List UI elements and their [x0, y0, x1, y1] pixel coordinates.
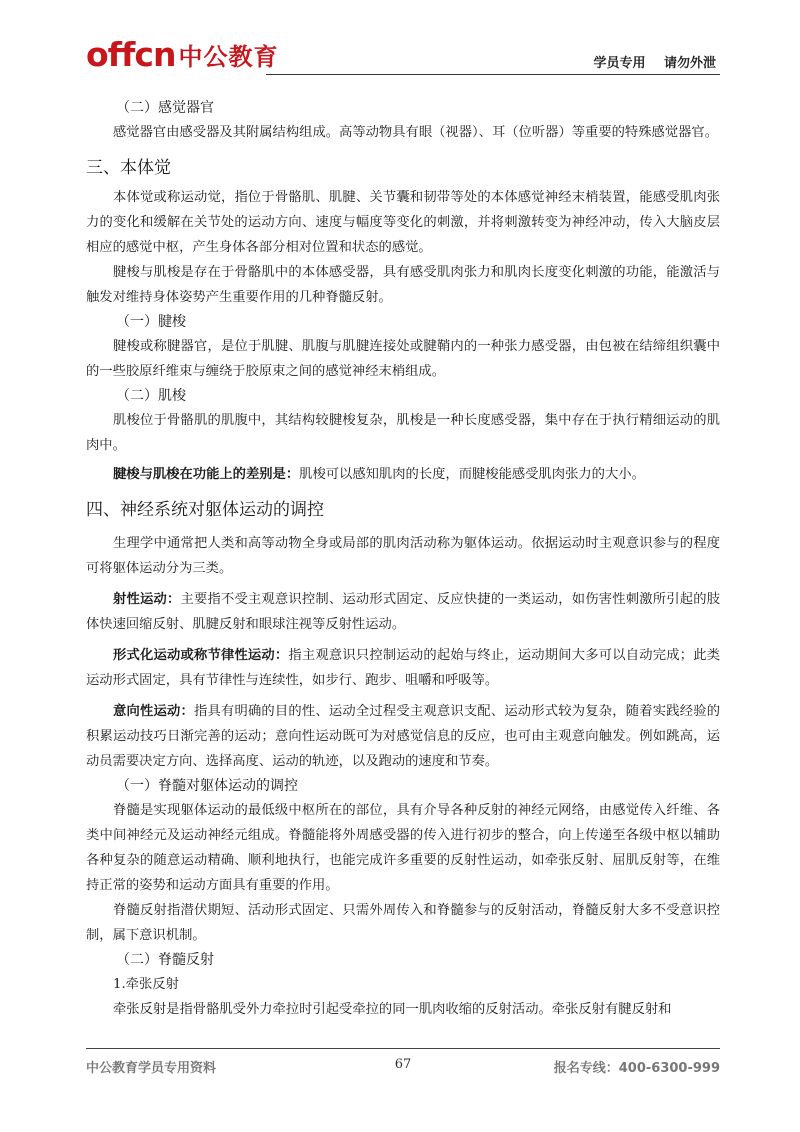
footer-material-label: 中公教育学员专用资料 [86, 1061, 217, 1076]
voluntary-movement-text: 指具有明确的目的性、运动全过程受主观意识支配、运动形式较为复杂，随着实践经验的积累运动技巧日渐完善的运动；意向性运动既可为对感觉信息的反应，也可由主观意向触发。例如跳高，运动员需要决定方向、选择高度、运动的轨迹，以及跑动的速度和节奏。 [86, 704, 721, 769]
logo-wordmark: offcn [86, 35, 176, 74]
paragraph-muscle-spindle: 肌梭位于骨骼肌的肌腹中，其结构较腱梭复杂，肌梭是一种长度感受器，集中存在于执行精细运动的肌肉中。 [86, 413, 720, 453]
item-stretch-reflex: 1.牵张反射 [113, 977, 179, 992]
offcn-logo [86, 36, 278, 74]
heading-spinal-reflex: （二）脊髓反射 [116, 952, 214, 968]
heading-spinal-control: （一）脊髓对躯体运动的调控 [116, 778, 298, 794]
voluntary-movement-label: 意向性运动： [113, 704, 194, 719]
difference-label: 腱梭与肌梭在功能上的差别是： [113, 467, 300, 482]
header-tag-student-only: 学员专用 [593, 56, 646, 71]
paragraph-tendon-organ: 腱梭或称腱器官，是位于肌腱、肌腹与肌腱连接处或腱鞘内的一种张力感受器，由包被在结缔组织囊中的一些胶原纤维束与缠绕于胶原束之间的感觉神经末梢组成。 [86, 339, 720, 379]
page-header [86, 36, 720, 78]
heading-muscle-spindle: （二）肌梭 [116, 388, 186, 404]
heading-proprioception: 三、本体觉 [86, 158, 171, 178]
paragraph-voluntary-movement [86, 699, 720, 774]
paragraph-difference [86, 462, 720, 487]
rhythmic-movement-label: 形式化运动或称节律性运动： [113, 648, 289, 663]
page-content [86, 96, 720, 1022]
paragraph-sense-organ: 感觉器官由感受器及其附属结构组成。高等动物具有眼（视器）、耳（位听器）等重要的特殊感觉器官。 [113, 125, 719, 140]
heading-sense-organ: （二）感觉器官 [116, 100, 214, 116]
heading-motor-control: 四、神经系统对躯体运动的调控 [86, 500, 324, 520]
paragraph-proprioception-def: 本体觉或称运动觉，指位于骨骼肌、肌腱、关节囊和韧带等处的本体感觉神经末梢装置，能感受肌肉张力的变化和缓解在关节处的运动方向、速度与幅度等变化的刺激，并将刺激转变为神经冲动，传入大脑皮层相应的感觉中枢，产生身体各部分相对位置和状态的感觉。 [86, 190, 720, 255]
footer-hotline: 报名专线：400-6300-999 [553, 1061, 720, 1076]
page-number: 67 [394, 1057, 412, 1072]
paragraph-spinal-reflex-def: 脊髓反射指潜伏期短、活动形式固定、只需外周传入和脊髓参与的反射活动，脊髓反射大多不受意识控制，属下意识机制。 [86, 903, 720, 943]
paragraph-rhythmic-movement [86, 643, 720, 693]
paragraph-spinal-cord: 脊髓是实现躯体运动的最低级中枢所在的部位，具有介导各种反射的神经元网络，由感觉传入纤维、各类中间神经元及运动神经元组成。脊髓能将外周感受器的传入进行初步的整合，向上传递至各级中枢以辅助各种复杂的随意运动精确、顺利地执行，也能完成许多重要的反射性运动，如牵张反射、屈肌反射等，在维持正常的姿势和运动方面具有重要的作用。 [86, 803, 720, 893]
header-rule [266, 74, 720, 75]
page-footer [86, 1048, 720, 1076]
paragraph-stretch-reflex: 牵张反射是指骨骼肌受外力牵拉时引起受牵拉的同一肌肉收缩的反射活动。牵张反射有腱反射和 [113, 1002, 672, 1017]
reflex-movement-text: 主要指不受主观意识控制、运动形式固定、反应快捷的一类运动，如伤害性刺激所引起的肢体快速回缩反射、肌腱反射和眼球注视等反射性运动。 [86, 592, 721, 632]
paragraph-proprioceptors: 腱梭与肌梭是存在于骨骼肌中的本体感受器，具有感受肌肉张力和肌肉长度变化刺激的功能，能激活与触发对维持身体姿势产生重要作用的几种脊髓反射。 [86, 265, 720, 305]
heading-tendon-organ: （一）腱梭 [116, 314, 186, 330]
header-tag-no-leak: 请勿外泄 [663, 56, 716, 71]
header-tags [593, 52, 716, 71]
reflex-movement-label: 射性运动： [113, 592, 181, 607]
paragraph-reflex-movement [86, 587, 720, 637]
difference-text: 肌梭可以感知肌肉的长度，而腱梭能感受肌肉张力的大小。 [299, 467, 645, 482]
logo-chinese-name: 中公教育 [178, 43, 279, 71]
paragraph-somatic-movement: 生理学中通常把人类和高等动物全身或局部的肌肉活动称为躯体运动。依据运动时主观意识参与的程度可将躯体运动分为三类。 [86, 536, 720, 576]
rhythmic-movement-text: 指主观意识只控制运动的起始与终止，运动期间大多可以自动完成；此类运动形式固定，具有节律性与连续性，如步行、跑步、咀嚼和呼吸等。 [86, 648, 721, 688]
